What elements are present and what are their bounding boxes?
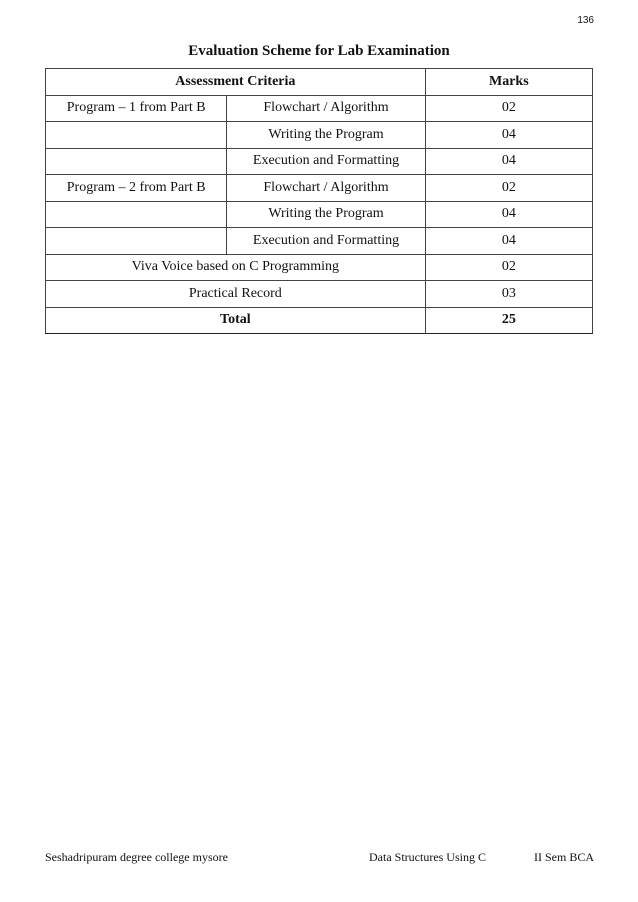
table-row: [46, 148, 593, 175]
footer-college: Seshadripuram degree college mysore: [45, 850, 228, 864]
program-cell: Program – 2 from Part B: [46, 175, 227, 202]
marks-cell: 04: [425, 122, 592, 149]
total-row: [46, 307, 593, 334]
page-title: Evaluation Scheme for Lab Examination: [188, 43, 450, 59]
viva-marks: 02: [425, 254, 592, 281]
program-cell: [46, 122, 227, 149]
marks-cell: 04: [425, 148, 592, 175]
task-cell: Execution and Formatting: [227, 148, 425, 175]
task-cell: Writing the Program: [227, 122, 425, 149]
table-row: [46, 95, 593, 122]
total-label: Total: [46, 307, 426, 334]
table-row: [46, 228, 593, 255]
marks-cell: 04: [425, 201, 592, 228]
program-cell: [46, 228, 227, 255]
record-label: Practical Record: [46, 281, 426, 308]
program-cell: Program – 1 from Part B: [46, 95, 227, 122]
table-row: [46, 201, 593, 228]
record-marks: 03: [425, 281, 592, 308]
marks-cell: 02: [425, 95, 592, 122]
task-cell: Flowchart / Algorithm: [227, 95, 425, 122]
table-header-row: [46, 69, 593, 96]
marks-cell: 02: [425, 175, 592, 202]
table-row: [46, 175, 593, 202]
program-cell: [46, 148, 227, 175]
evaluation-scheme-table: [45, 68, 593, 334]
viva-row: [46, 254, 593, 281]
footer-semester: II Sem BCA: [534, 850, 594, 864]
viva-label: Viva Voice based on C Programming: [46, 254, 426, 281]
task-cell: Writing the Program: [227, 201, 425, 228]
footer-subject: Data Structures Using C: [369, 850, 486, 864]
marks-cell: 04: [425, 228, 592, 255]
task-cell: Flowchart / Algorithm: [227, 175, 425, 202]
record-row: [46, 281, 593, 308]
task-cell: Execution and Formatting: [227, 228, 425, 255]
total-marks: 25: [425, 307, 592, 334]
header-marks: Marks: [425, 69, 592, 96]
page-number: 136: [577, 15, 594, 26]
program-cell: [46, 201, 227, 228]
header-assessment-criteria: Assessment Criteria: [46, 69, 426, 96]
table-row: [46, 122, 593, 149]
